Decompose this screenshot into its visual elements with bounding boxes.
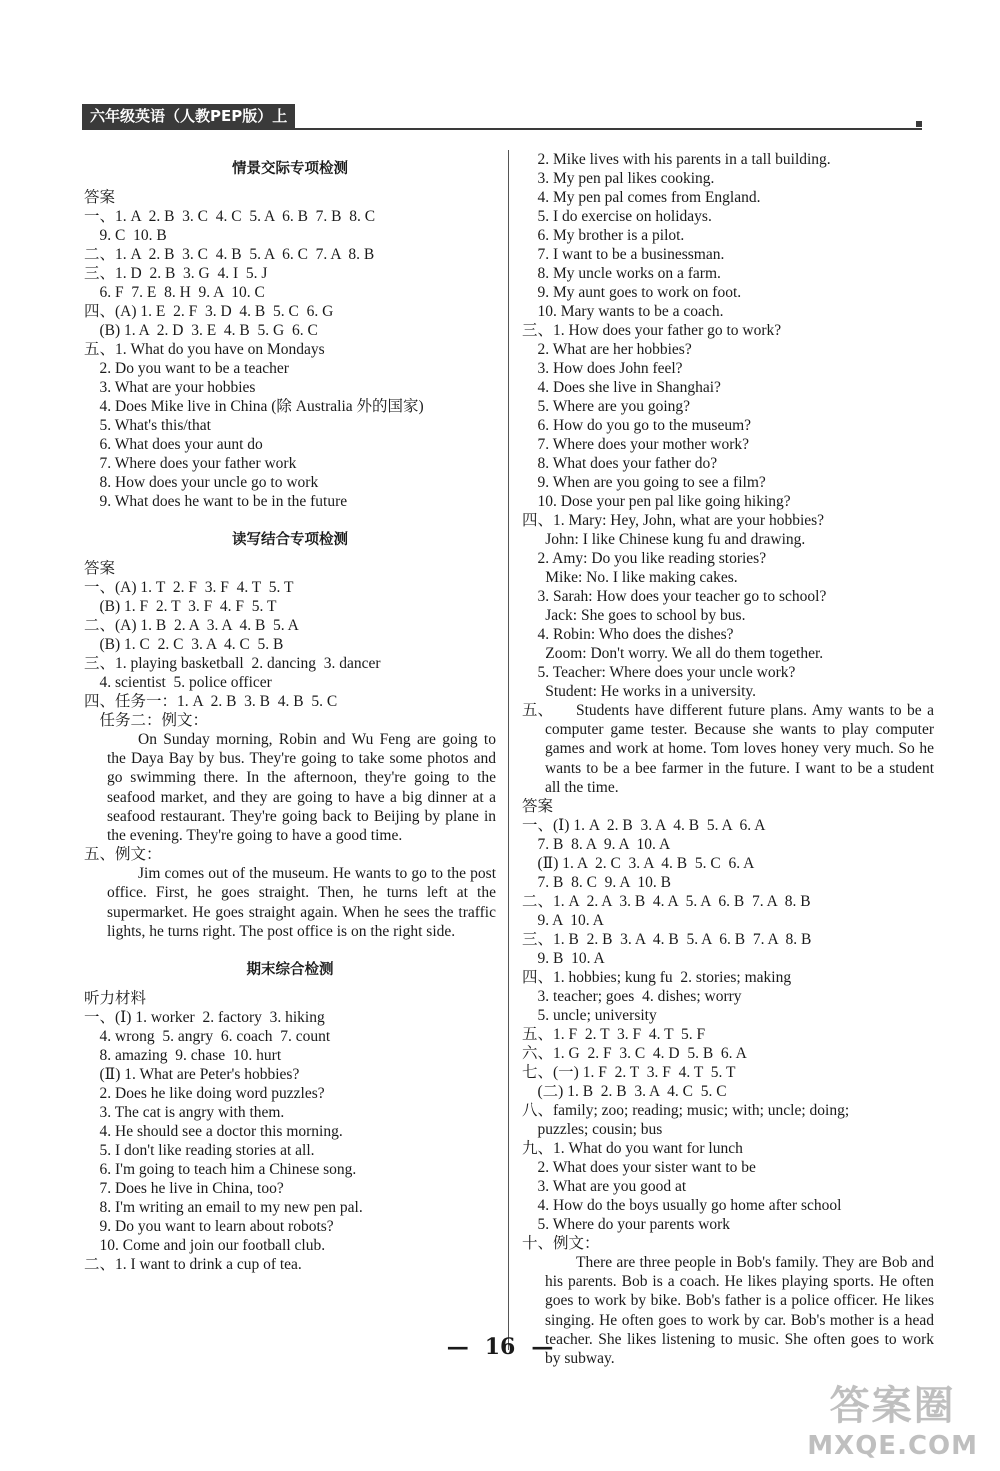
text-line: (二) 1. B 2. B 3. A 4. C 5. C <box>522 1083 727 1101</box>
text-line: 一、(Ⅰ) 1. A 2. B 3. A 4. B 5. A 6. A <box>522 817 766 835</box>
text-line: 5. Where do your parents work <box>522 1216 731 1234</box>
text-line: 4. wrong 5. angry 6. coach 7. count <box>84 1028 331 1046</box>
header-rule <box>82 128 922 130</box>
text-line: 7. B 8. C 9. A 10. B <box>522 874 671 892</box>
text-line: 8. What does your father do? <box>522 455 718 472</box>
column-divider <box>508 150 509 1350</box>
text-line: puzzles; cousin; bus <box>522 1121 663 1139</box>
text-line: 答案 <box>84 189 116 206</box>
text-line: 3. What are you good at <box>522 1178 687 1196</box>
text-line: 三、1. B 2. B 3. A 4. B 5. A 6. B 7. A 8. B <box>522 931 812 949</box>
text-line: 4. My pen pal comes from England. <box>522 189 761 206</box>
text-line: 五、例文： <box>84 846 162 864</box>
text-line: (Ⅱ) 1. A 2. C 3. A 4. B 5. C 6. A <box>522 855 755 873</box>
text-line: 二、1. A 2. A 3. B 4. A 5. A 6. B 7. A 8. B <box>522 893 811 911</box>
section-title: 期末综合检测 <box>246 962 334 979</box>
section-title: 读写结合专项检测 <box>232 532 348 548</box>
text-line: 6. How do you go to the museum? <box>522 417 752 434</box>
section-lines <box>522 150 934 701</box>
text-line: 9. B 10. A <box>522 950 605 968</box>
text-line: (B) 1. F 2. T 3. F 4. F 5. T <box>84 598 277 615</box>
text-line: 2. What does your sister want to be <box>522 1159 756 1177</box>
text-line: 4. How do the boys usually go home after school <box>522 1197 842 1215</box>
text-line: 5. What's this/that <box>84 417 211 434</box>
model-essay: There are three people in Bob's family. They are Bob and his parents. Bob is a coach. He likes playing sports. He often goes to work by bike. Bob's father is a police officer. He likes singing. He often goes to work by car. Bob's mother is a head teacher. She likes listening to music. She often goes to work by subway. <box>545 1254 934 1368</box>
left-column <box>84 150 496 1274</box>
text-line: 8. I'm writing an email to my new pen pal. <box>84 1199 363 1217</box>
text-line: 4. scientist 5. police officer <box>84 674 272 691</box>
text-line: (Ⅱ) 1. What are Peter's hobbies? <box>84 1066 300 1084</box>
watermark-logo: 答案圈 <box>829 1383 956 1429</box>
text-line: 一、(Ⅰ) 1. worker 2. factory 3. hiking <box>84 1009 325 1027</box>
text-line: Mike: No. I like making cakes. <box>522 569 738 586</box>
model-essay: Jim comes out of the museum. He wants to go to the post office. First, he goes straight. Then, he turns left at the supermarket. He goes straight again. When he sees the traffic lights, he turns right. The post office is on the right side. <box>107 865 496 940</box>
item-label: 五、 <box>522 702 554 719</box>
text-line: 5. I do exercise on holidays. <box>522 208 712 225</box>
text-line: 4. Does she live in Shanghai? <box>522 379 721 396</box>
text-line: 7. Does he live in China, too? <box>84 1180 284 1198</box>
text-line: 4. He should see a doctor this morning. <box>84 1123 343 1141</box>
text-line: 答案 <box>522 798 554 816</box>
text-line: 任务二：例文： <box>84 712 209 729</box>
text-line: 2. What are her hobbies? <box>522 341 692 358</box>
text-line: John: I like Chinese kung fu and drawing. <box>522 531 806 548</box>
text-line: 四、(A) 1. E 2. F 3. D 4. B 5. C 6. G <box>84 303 334 320</box>
text-line: 3. How does John feel? <box>522 360 683 377</box>
text-line: 7. Where does your mother work? <box>522 436 749 453</box>
text-line: 9. A 10. A <box>522 912 604 930</box>
right-column <box>522 150 934 1368</box>
text-line: 10. Come and join our football club. <box>84 1237 326 1255</box>
text-line: 2. Does he like doing word puzzles? <box>84 1085 325 1103</box>
text-line: 八、family; zoo; reading; music; with; uncle; doing; <box>522 1102 850 1120</box>
text-line: 二、1. I want to drink a cup of tea. <box>84 1256 302 1274</box>
text-line: 9. C 10. B <box>84 227 167 244</box>
text-line: 三、1. How does your father go to work? <box>522 322 782 339</box>
section-lines <box>522 797 934 1253</box>
model-essay: On Sunday morning, Robin and Wu Feng are going to the Daya Bay by bus. They're going to take some photos and go swimming there. In the afternoon, they're going to the seafood market, and they are going to have a big dinner at a seafood restaurant. They're going back to Beijing by plane in the evening. They're going to have a good time. <box>107 731 496 845</box>
text-line: 2. Mike lives with his parents in a tall building. <box>522 151 831 168</box>
text-line: Student: He works in a university. <box>522 683 757 700</box>
text-line: 3. My pen pal likes cooking. <box>522 170 715 187</box>
text-line: 8. How does your uncle go to work <box>84 474 319 491</box>
text-line: 二、1. A 2. B 3. C 4. B 5. A 6. C 7. A 8. B <box>84 246 375 263</box>
text-line: 一、(A) 1. T 2. F 3. F 4. T 5. T <box>84 579 294 596</box>
text-line: 4. Does Mike live in China (除 Australia 外的国家) <box>84 398 424 415</box>
text-line: 6. What does your aunt do <box>84 436 263 453</box>
text-line: 四、任务一：1. A 2. B 3. B 4. B 5. C <box>84 693 338 710</box>
text-line: 2. Amy: Do you like reading stories? <box>522 550 767 567</box>
text-line: 十、例文： <box>522 1235 600 1253</box>
text-line: 3. The cat is angry with them. <box>84 1104 285 1122</box>
text-line: Jack: She goes to school by bus. <box>522 607 746 624</box>
text-line: 五、1. F 2. T 3. F 4. T 5. F <box>522 1026 706 1044</box>
text-line: 6. My brother is a pilot. <box>522 227 685 244</box>
text-line: 四、1. hobbies; kung fu 2. stories; making <box>522 969 792 987</box>
text-line: 3. Sarah: How does your teacher go to school? <box>522 588 827 605</box>
text-line: 三、1. playing basketball 2. dancing 3. dancer <box>84 655 381 672</box>
text-line: 10. Dose your pen pal like going hiking? <box>522 493 791 510</box>
text-line: 二、(A) 1. B 2. A 3. A 4. B 5. A <box>84 617 299 634</box>
text-line: 6. F 7. E 8. H 9. A 10. C <box>84 284 265 301</box>
text-line: 9. What does he want to be in the future <box>84 493 348 510</box>
text-line: 10. Mary wants to be a coach. <box>522 303 724 320</box>
text-line: 5. I don't like reading stories at all. <box>84 1142 315 1160</box>
text-line: 六、1. G 2. F 3. C 4. D 5. B 6. A <box>522 1045 747 1063</box>
section-title: 情景交际专项检测 <box>232 161 348 177</box>
model-essay: Students have different future plans. Amy wants to be a computer game tester. Because she wants to play computer games and work at home. Tom loves honey very much. So he wants to be a bee farmer in the future. I want to be a student all the time. <box>545 702 934 796</box>
text-line: 四、1. Mary: Hey, John, what are your hobbies? <box>522 512 825 529</box>
page-footer: — 16 — <box>446 1334 554 1360</box>
text-line: 5. Teacher: Where does your uncle work? <box>522 664 796 681</box>
text-line: 7. Where does your father work <box>84 455 297 472</box>
text-line: 5. uncle; university <box>522 1007 657 1025</box>
page-header <box>82 104 922 132</box>
text-line: 7. B 8. A 9. A 10. A <box>522 836 671 854</box>
section-lines <box>84 559 496 730</box>
text-line: 3. teacher; goes 4. dishes; worry <box>522 988 742 1006</box>
text-line: 8. amazing 9. chase 10. hurt <box>84 1047 282 1065</box>
text-line: 九、1. What do you want for lunch <box>522 1140 743 1158</box>
text-line: 4. Robin: Who does the dishes? <box>522 626 734 643</box>
text-line: (B) 1. C 2. C 3. A 4. C 5. B <box>84 636 284 653</box>
text-line: Zoom: Don't worry. We all do them together. <box>522 645 824 662</box>
text-line: 7. I want to be a businessman. <box>522 246 725 263</box>
text-line: 6. I'm going to teach him a Chinese song. <box>84 1161 357 1179</box>
text-line: 2. Do you want to be a teacher <box>84 360 289 377</box>
text-line: 9. My aunt goes to work on foot. <box>522 284 742 301</box>
header-square-mark <box>916 121 922 127</box>
watermark <box>807 1374 978 1461</box>
text-line: 一、1. A 2. B 3. C 4. C 5. A 6. B 7. B 8. C <box>84 208 376 225</box>
text-line: 5. Where are you going? <box>522 398 691 415</box>
watermark-url: MXQE.COM <box>807 1431 978 1461</box>
text-line: 答案 <box>84 560 116 577</box>
text-line: 听力材料 <box>84 990 147 1008</box>
book-title: 六年级英语（人教PEP版）上 <box>82 104 295 128</box>
section-lines <box>84 989 496 1274</box>
text-line: 8. My uncle works on a farm. <box>522 265 721 282</box>
text-line: 9. Do you want to learn about robots? <box>84 1218 334 1236</box>
section-lines <box>84 188 496 511</box>
text-line: 七、(一) 1. F 2. T 3. F 4. T 5. T <box>522 1064 736 1082</box>
text-line: 3. What are your hobbies <box>84 379 256 396</box>
text-line: 9. When are you going to see a film? <box>522 474 766 491</box>
text-line: 三、1. D 2. B 3. G 4. I 5. J <box>84 265 268 282</box>
page-number: 16 <box>484 1334 516 1360</box>
text-line: 五、1. What do you have on Mondays <box>84 341 325 358</box>
text-line: (B) 1. A 2. D 3. E 4. B 5. G 6. C <box>84 322 318 339</box>
